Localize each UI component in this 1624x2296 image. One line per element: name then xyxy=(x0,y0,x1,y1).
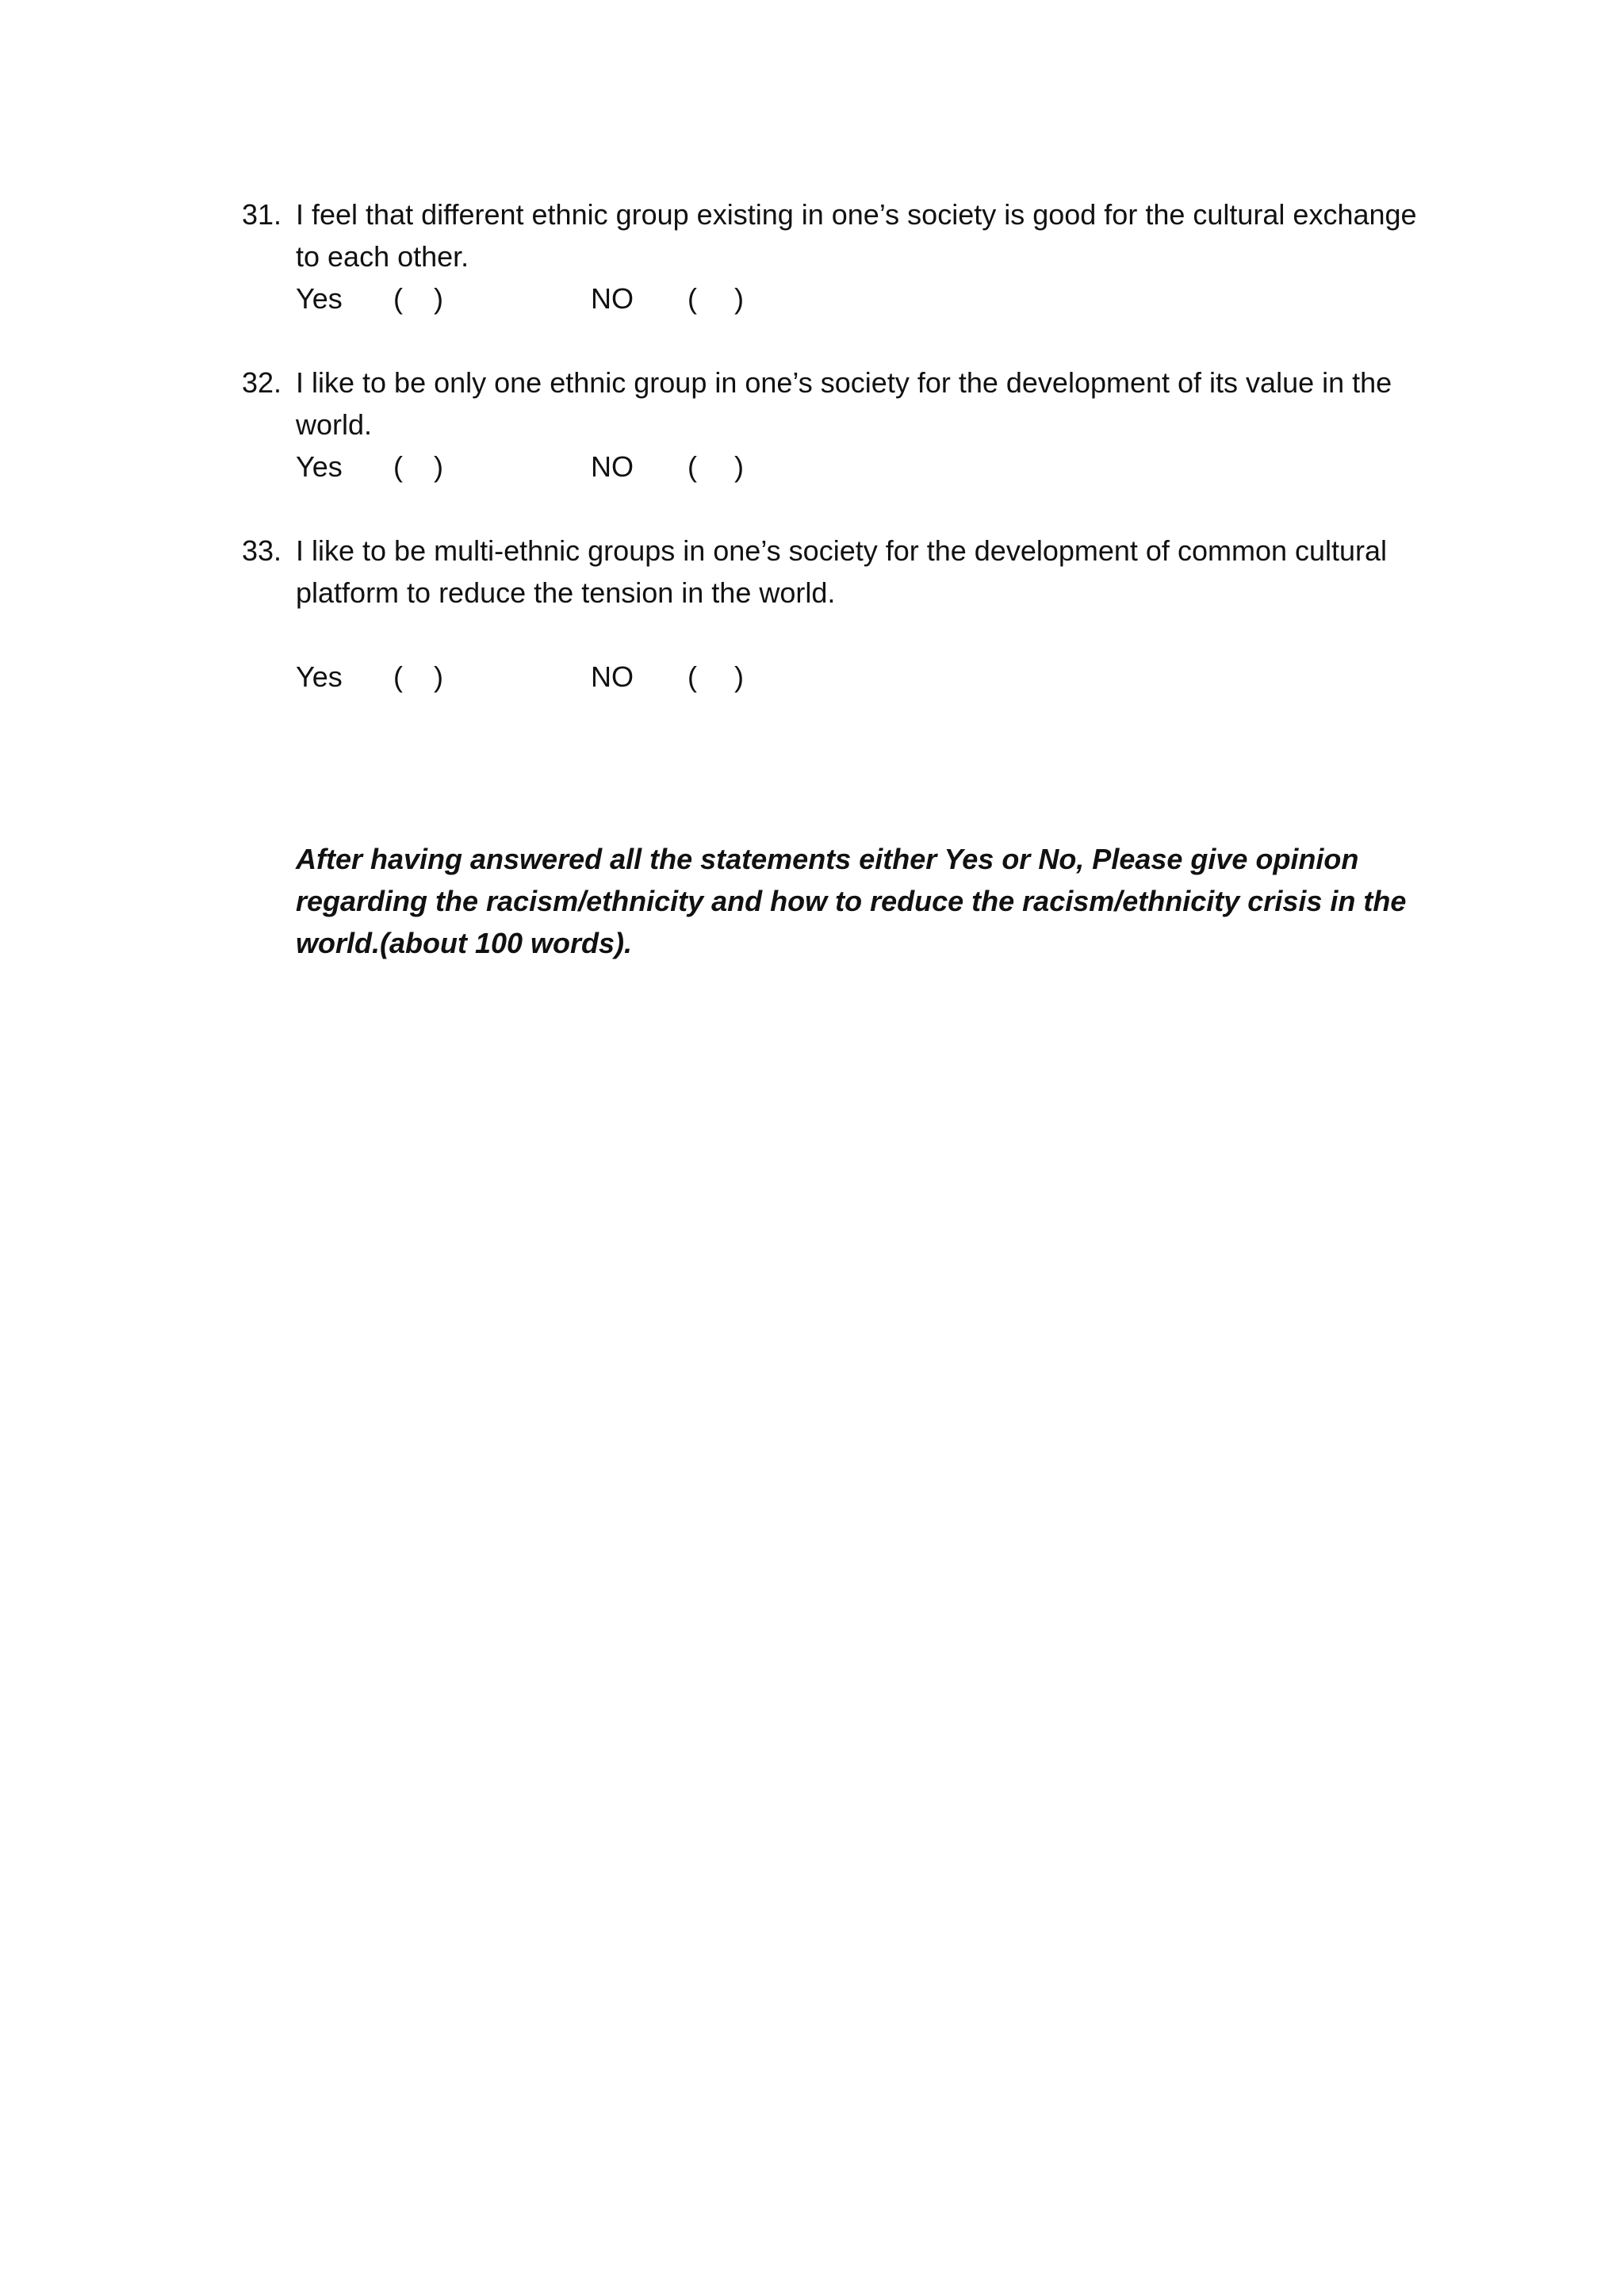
question-number: 32. xyxy=(242,366,282,399)
yes-checkbox-close[interactable]: ) xyxy=(434,660,443,693)
answer-options xyxy=(296,656,851,698)
yes-checkbox-close[interactable]: ) xyxy=(434,450,443,483)
yes-label: Yes xyxy=(296,450,343,483)
yes-label: Yes xyxy=(296,660,343,693)
no-checkbox-open[interactable]: ( xyxy=(688,450,697,483)
no-checkbox-open[interactable]: ( xyxy=(688,282,697,315)
no-label: NO xyxy=(591,660,634,693)
yes-checkbox-open[interactable]: ( xyxy=(393,282,403,315)
answer-options xyxy=(296,446,851,488)
no-checkbox-close[interactable]: ) xyxy=(734,282,744,315)
opinion-instruction: After having answered all the statements either Yes or No, Please give opinion regarding the racism/ethnicity and how to reduce the racism/ethnicity crisis in the world.(about 100 words). xyxy=(296,843,1407,959)
no-label: NO xyxy=(591,282,634,315)
question-text: I like to be multi-ethnic groups in one’s society for the development of common cultural platform to reduce the tension in the world. xyxy=(296,534,1388,609)
no-checkbox-close[interactable]: ) xyxy=(734,660,744,693)
yes-checkbox-close[interactable]: ) xyxy=(434,282,443,315)
no-checkbox-close[interactable]: ) xyxy=(734,450,744,483)
yes-checkbox-open[interactable]: ( xyxy=(393,450,403,483)
question-number: 31. xyxy=(242,198,282,231)
question-text: I feel that different ethnic group existing in one’s society is good for the cultural exchange to each other. xyxy=(296,198,1417,273)
question-number: 33. xyxy=(242,534,282,567)
no-label: NO xyxy=(591,450,634,483)
answer-options xyxy=(296,277,851,320)
yes-checkbox-open[interactable]: ( xyxy=(393,660,403,693)
question-text: I like to be only one ethnic group in one’s society for the development of its value in the world. xyxy=(296,366,1392,441)
yes-label: Yes xyxy=(296,282,343,315)
no-checkbox-open[interactable]: ( xyxy=(688,660,697,693)
